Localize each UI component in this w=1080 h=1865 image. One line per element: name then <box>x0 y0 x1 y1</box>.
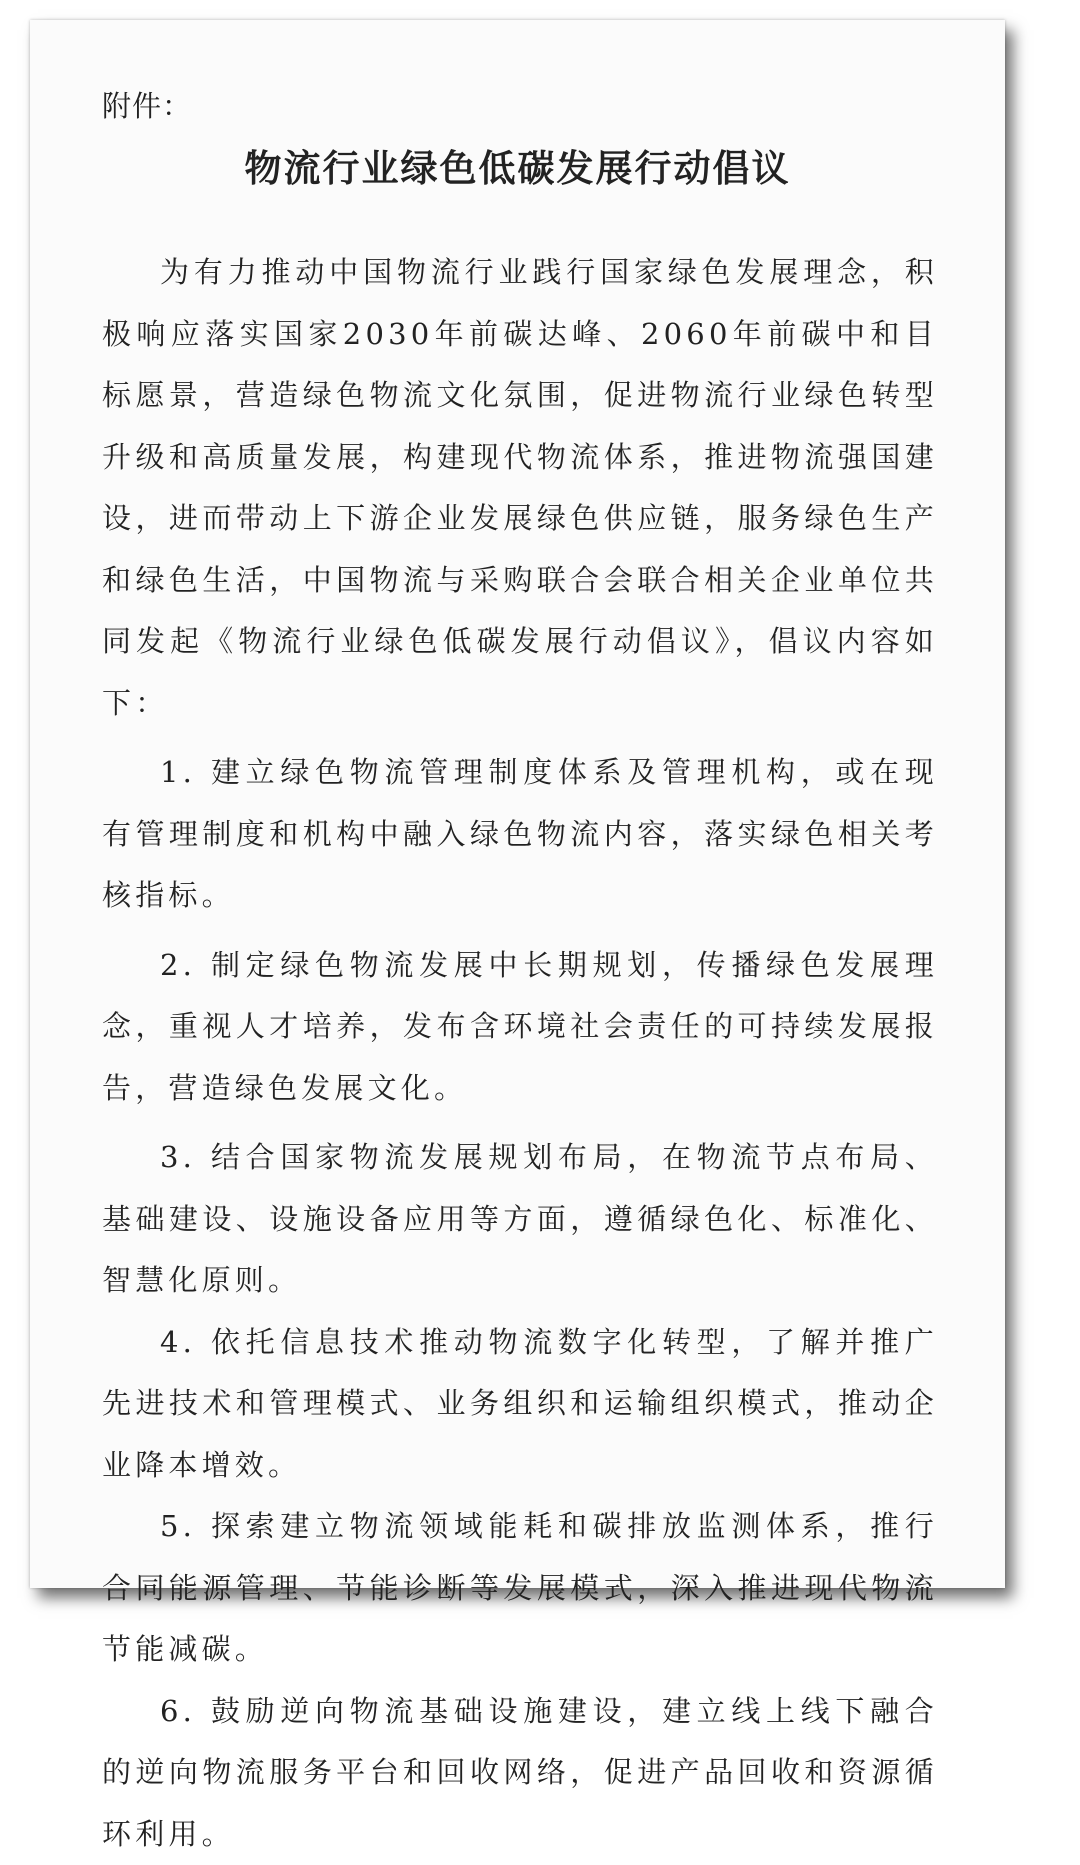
intro-paragraph: 为有力推动中国物流行业践行国家绿色发展理念，积极响应落实国家2030年前碳达峰、2060年前碳中和目标愿景，营造绿色物流文化氛围，促进物流行业绿色转型升级和高质量发展，构建现代物流体系，推进物流强国建设，进而带动上下游企业发展绿色供应链，服务绿色生产和绿色生活，中国物流与采购联合会联合相关企业单位共同发起《物流行业绿色低碳发展行动倡议》，倡议内容如下： <box>102 242 938 734</box>
proposal-item-4: 4. 依托信息技术推动物流数字化转型，了解并推广先进技术和管理模式、业务组织和运输组织模式，推动企业降本增效。 <box>102 1312 938 1497</box>
proposal-item-2: 2. 制定绿色物流发展中长期规划，传播绿色发展理念，重视人才培养，发布含环境社会责任的可持续发展报告，营造绿色发展文化。 <box>102 935 938 1120</box>
proposal-item-5: 5. 探索建立物流领域能耗和碳排放监测体系，推行合同能源管理、节能诊断等发展模式，深入推进现代物流节能减碳。 <box>102 1496 938 1681</box>
document-title: 物流行业绿色低碳发展行动倡议 <box>30 138 1005 192</box>
document-page <box>30 20 1005 1588</box>
proposal-item-3: 3. 结合国家物流发展规划布局，在物流节点布局、基础建设、设施设备应用等方面，遵循绿色化、标准化、智慧化原则。 <box>102 1127 938 1312</box>
proposal-item-6: 6. 鼓励逆向物流基础设施建设，建立线上线下融合的逆向物流服务平台和回收网络，促进产品回收和资源循环利用。 <box>102 1681 938 1865</box>
proposal-item-1: 1. 建立绿色物流管理制度体系及管理机构，或在现有管理制度和机构中融入绿色物流内容，落实绿色相关考核指标。 <box>102 742 938 927</box>
document-body <box>102 242 938 1865</box>
attachment-label: 附件： <box>102 84 192 125</box>
